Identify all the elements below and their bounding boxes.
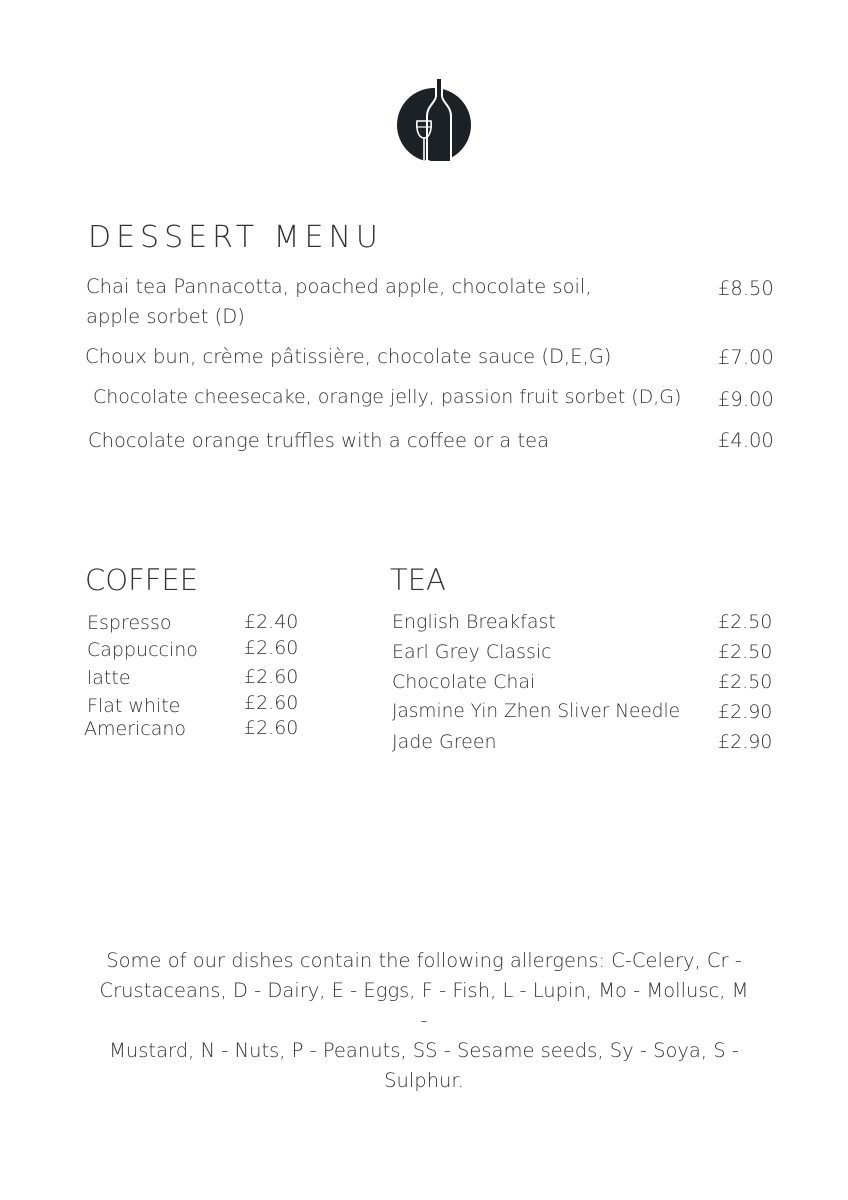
coffee-price-4: £2.60: [244, 692, 299, 714]
tea-price-3: £2.50: [718, 671, 773, 693]
page-title: DESSERT MENU: [88, 220, 383, 255]
dessert-price-4: £4.00: [718, 429, 774, 452]
allergen-line-4: Sulphur.: [384, 1069, 464, 1092]
coffee-price-1: £2.40: [244, 611, 299, 633]
coffee-price-2: £2.60: [244, 637, 299, 659]
coffee-item-3: latte: [87, 667, 131, 689]
allergen-note: [96, 946, 752, 1096]
dessert-item-3: Chocolate cheesecake, orange jelly, passion fruit sorbet (D,G): [93, 386, 682, 408]
tea-item-2: Earl Grey Classic: [392, 641, 552, 663]
tea-item-4: Jasmine Yin Zhen Sliver Needle: [392, 701, 681, 722]
tea-item-1: English Breakfast: [392, 611, 556, 633]
tea-heading: TEA: [390, 563, 446, 597]
dessert-item-1-line2: apple sorbet (D): [86, 305, 245, 328]
dessert-price-2: £7.00: [718, 346, 774, 369]
dessert-item-4: Chocolate orange truffles with a coffee or a tea: [88, 429, 550, 452]
allergen-line-2: Crustaceans, D - Dairy, E - Eggs, F - Fish, L - Lupin, Mo - Mollusc, M -: [99, 979, 749, 1032]
allergen-line-3: Mustard, N - Nuts, P - Peanuts, SS - Sesame seeds, Sy - Soya, S -: [109, 1039, 739, 1062]
allergen-line-1: Some of our dishes contain the following allergens: C-Celery, Cr -: [106, 949, 742, 972]
coffee-item-4: Flat white: [87, 695, 181, 717]
wine-bottle-glass-logo-icon: [396, 76, 476, 164]
tea-price-2: £2.50: [718, 641, 773, 663]
coffee-item-1: Espresso: [87, 612, 172, 634]
tea-price-5: £2.90: [718, 731, 773, 753]
coffee-price-3: £2.60: [244, 666, 299, 688]
dessert-price-3: £9.00: [718, 388, 774, 411]
tea-price-4: £2.90: [718, 701, 773, 723]
tea-item-5: Jade Green: [392, 731, 497, 753]
dessert-item-2: Choux bun, crème pâtissière, chocolate sauce (D,E,G): [85, 345, 612, 368]
coffee-item-5: Americano: [84, 718, 187, 740]
dessert-price-1: £8.50: [718, 277, 774, 300]
tea-price-1: £2.50: [718, 611, 773, 633]
coffee-price-5: £2.60: [244, 717, 299, 739]
tea-item-3: Chocolate Chai: [392, 671, 536, 693]
coffee-item-2: Cappuccino: [87, 639, 198, 661]
coffee-heading: COFFEE: [85, 563, 199, 597]
dessert-item-1-line1: Chai tea Pannacotta, poached apple, chocolate soil,: [86, 275, 592, 298]
